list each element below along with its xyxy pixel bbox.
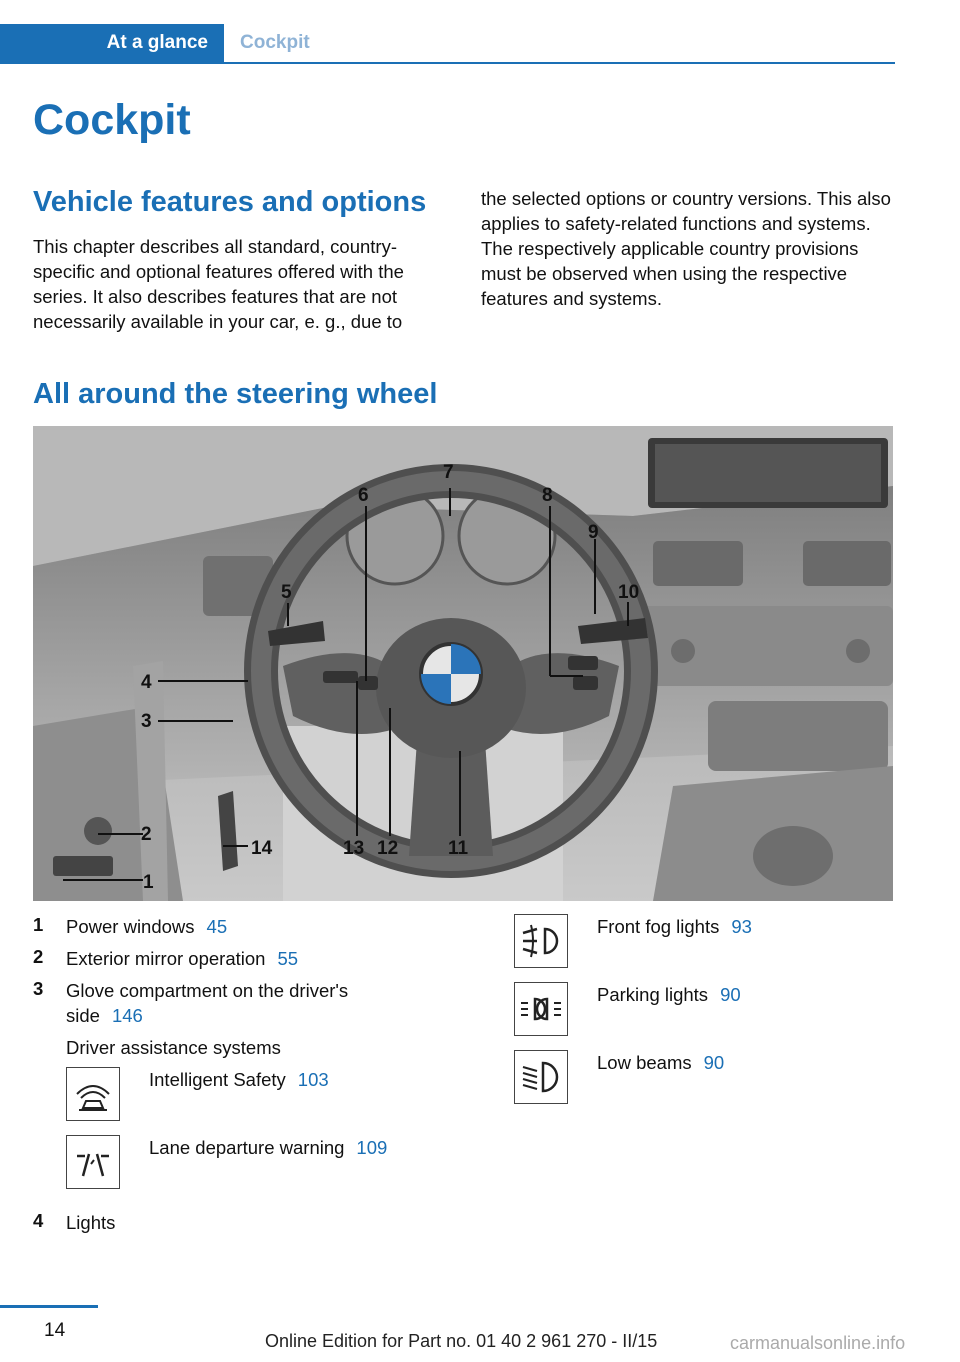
- legend-item-lights: Lights: [66, 1212, 116, 1233]
- legend-item-lane-departure: [149, 1135, 387, 1160]
- legend-label: Lane departure warning: [149, 1137, 345, 1158]
- legend-item-mirror: [66, 946, 298, 971]
- tab-at-a-glance[interactable]: At a glance: [0, 24, 224, 62]
- page-ref-link[interactable]: 93: [731, 916, 752, 937]
- page-ref-link[interactable]: 109: [356, 1137, 388, 1158]
- callout-4: 4: [141, 672, 152, 693]
- legend-label: Parking lights: [597, 984, 709, 1005]
- legend-item-parking-lights: [597, 982, 741, 1007]
- page-ref-link[interactable]: 90: [720, 984, 741, 1005]
- callout-9: 9: [588, 522, 599, 543]
- legend-item-glove-compartment: [66, 978, 406, 1028]
- intro-paragraph-right: the selected options or country versions. This also applies to safety-related functions and systems. The respectively applicable country provisions must be observed when using the respective features and systems.: [481, 188, 891, 309]
- callout-6: 6: [358, 485, 369, 506]
- legend-label: Power windows: [66, 916, 195, 937]
- legend-num-3: 3: [33, 978, 44, 999]
- page-ref-link[interactable]: 103: [297, 1069, 329, 1090]
- page-ref-link[interactable]: 90: [703, 1052, 725, 1073]
- page-ref-link[interactable]: 146: [111, 1005, 143, 1026]
- page-ref-link[interactable]: 55: [277, 948, 299, 969]
- page-title: Cockpit: [33, 96, 191, 144]
- driver-assistance-label: Driver assistance systems: [66, 1037, 281, 1058]
- tab-cockpit[interactable]: Cockpit: [240, 32, 310, 53]
- legend-num-2: 2: [33, 946, 44, 967]
- callout-8: 8: [542, 485, 553, 506]
- legend-label: Low beams: [597, 1052, 692, 1073]
- callout-7: 7: [443, 462, 454, 483]
- parking-lights-icon: [514, 982, 568, 1036]
- intro-paragraph-left: This chapter describes all standard, country-specific and optional features offered with the series. It also describes features that are not necessarily available in your car, e. g., due to: [33, 236, 404, 332]
- section-title-steering-wheel: All around the steering wheel: [33, 378, 438, 410]
- legend-label: Intelligent Safety: [149, 1069, 286, 1090]
- legend-num-4: 4: [33, 1210, 44, 1231]
- lane-departure-icon: [66, 1135, 120, 1189]
- header-tabbar: [0, 24, 895, 64]
- legend-label: Glove compartment on the driver's side: [66, 980, 349, 1026]
- legend-label: Front fog lights: [597, 916, 720, 937]
- front-fog-lights-icon: [514, 914, 568, 968]
- callout-10: 10: [618, 582, 640, 603]
- cockpit-drawing: [33, 426, 893, 901]
- callout-2: 2: [141, 824, 152, 845]
- watermark-text: carmanualsonline.info: [730, 1333, 906, 1353]
- callout-12: 12: [377, 838, 399, 859]
- legend-num-1: 1: [33, 914, 44, 935]
- page-number: 14: [44, 1320, 66, 1341]
- callout-5: 5: [281, 582, 292, 603]
- section-title-vehicle-features: Vehicle features and options: [33, 186, 427, 218]
- cockpit-illustration: [33, 426, 893, 901]
- low-beams-icon: [514, 1050, 568, 1104]
- edition-text: Online Edition for Part no. 01 40 2 961 270 - II/15: [265, 1331, 658, 1351]
- page-ref-link[interactable]: 45: [206, 916, 228, 937]
- callout-13: 13: [343, 838, 365, 859]
- callout-11: 11: [448, 838, 469, 859]
- callout-1: 1: [143, 872, 154, 893]
- footer-rule: [0, 1305, 98, 1308]
- intelligent-safety-icon: [66, 1067, 120, 1121]
- legend-label: Exterior mirror operation: [66, 948, 266, 969]
- legend-item-power-windows: [66, 914, 227, 939]
- legend-item-low-beams: [597, 1050, 724, 1075]
- legend-item-front-fog-lights: [597, 914, 752, 939]
- callout-3: 3: [141, 711, 152, 732]
- callout-14: 14: [251, 838, 273, 859]
- legend-item-intelligent-safety: [149, 1067, 329, 1092]
